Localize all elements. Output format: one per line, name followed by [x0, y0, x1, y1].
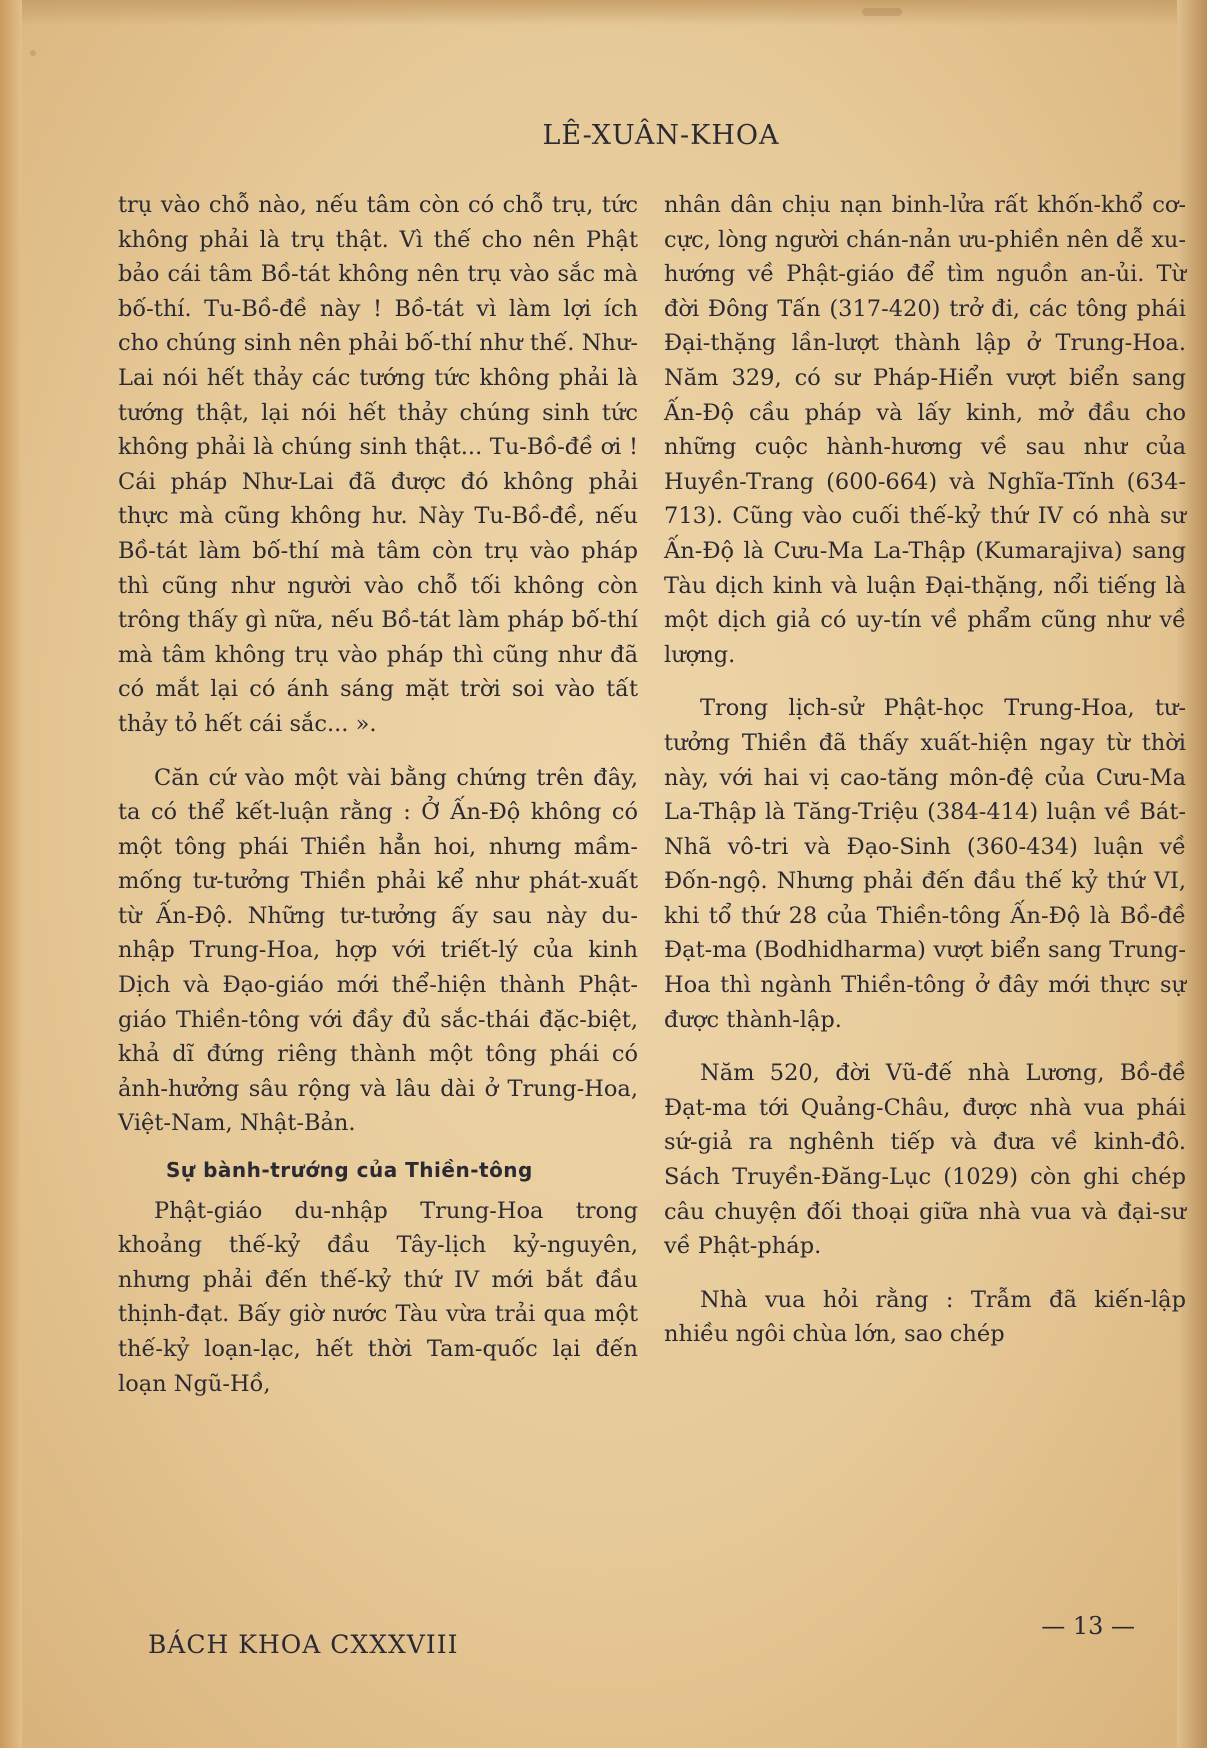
right-paragraph-2: Trong lịch-sử Phật-học Trung-Hoa, tư-tưởng Thiền đã thấy xuất-hiện ngay từ thời này, với hai vị cao-tăng môn-đệ của Cưu-Ma La-Thập là Tăng-Triệu (384-414) luận về Bát-Nhã vô-tri và Đạo-Sinh (360-434) luận về Đốn-ngộ. Nhưng phải đến đầu thế kỷ thứ VI, khi tổ thứ 28 của Thiền-tông Ấn-Độ là Bồ-đề Đạt-ma (Bodhidharma) vượt biển sang Trung-Hoa thì ngành Thiền-tông ở đây mới thực sự được thành-lập. — [664, 695, 1186, 1033]
left-paragraph-2: Căn cứ vào một vài bằng chứng trên đây, ta có thể kết-luận rằng : Ở Ấn-Độ không có một tông phái Thiền hẳn hoi, nhưng mầm-mống tư-tưởng Thiền phải kể như phát-xuất từ Ấn-Độ. Những tư-tưởng ấy sau này du-nhập Trung-Hoa, hợp với triết-lý của kinh Dịch và Đạo-giáo mới thể-hiện thành Phật-giáo Thiền-tông với đầy đủ sắc-thái đặc-biệt, khả dĩ đứng riêng thành một tông phái có ảnh-hưởng sâu rộng và lâu dài ở Trung-Hoa, Việt-Nam, Nhật-Bản. — [118, 764, 638, 1137]
stain-spot — [30, 50, 36, 56]
left-paragraph-3: Phật-giáo du-nhập Trung-Hoa trong khoảng thế-kỷ đầu Tây-lịch kỷ-nguyên, nhưng phải đến thế-kỷ thứ IV mới bắt đầu thịnh-đạt. Bấy giờ nước Tàu vừa trải qua một thế-kỷ loạn-lạc, hết thời Tam-quốc lại đến loạn Ngũ-Hồ, — [118, 1197, 638, 1397]
publication-footer: BÁCH KHOA CXXXVIII — [148, 1630, 459, 1659]
right-paragraph-1: nhân dân chịu nạn binh-lửa rất khốn-khổ cơ-cực, lòng người chán-nản ưu-phiền nên dễ xu-hướng về Phật-giáo để tìm nguồn an-ủi. Từ đời Đông Tấn (317-420) trở đi, các tông phái Đại-thặng lần-lượt thành lập ở Trung-Hoa. Năm 329, có sư Pháp-Hiển vượt biển sang Ấn-Độ cầu pháp và lấy kinh, mở đầu cho những cuộc hành-hương về sau như của Huyền-Trang (600-664) và Nghĩa-Tĩnh (634-713). Cũng vào cuối thế-kỷ thứ IV có nhà sư Ấn-Độ là Cưu-Ma La-Thập (Kumarajiva) sang Tàu dịch kinh và luận Đại-thặng, nổi tiếng là một dịch giả có uy-tín về phẩm cũng như về lượng. — [664, 192, 1187, 668]
left-column — [118, 188, 638, 1401]
stain-spot — [862, 8, 902, 16]
right-column — [664, 188, 1186, 1352]
page-header-author: LÊ-XUÂN-KHOA — [542, 120, 780, 151]
right-paragraph-4: Nhà vua hỏi rằng : Trẫm đã kiến-lập nhiều ngôi chùa lớn, sao chép — [664, 1286, 1186, 1348]
section-title: Sự bành-trướng của Thiền-tông — [166, 1158, 533, 1183]
page-edge-left — [0, 0, 22, 1748]
right-paragraph-3: Năm 520, đời Vũ-đế nhà Lương, Bồ-đề Đạt-ma tới Quảng-Châu, được nhà vua phái sứ-giả ra nghênh tiếp và đưa về kinh-đô. Sách Truyền-Đăng-Lục (1029) còn ghi chép câu chuyện đối thoại giữa nhà vua và đại-sư về Phật-pháp. — [664, 1060, 1186, 1260]
page-number: — 13 — — [1041, 1612, 1135, 1640]
page-edge-top — [0, 0, 1207, 26]
left-paragraph-1: trụ vào chỗ nào, nếu tâm còn có chỗ trụ, tức không phải là trụ thật. Vì thế cho nên Phật bảo cái tâm Bồ-tát không nên trụ vào sắc mà bố-thí. Tu-Bồ-đề này ! Bồ-tát vì làm lợi ích cho chúng sinh nên phải bố-thí như thế. Như-Lai nói hết thảy các tướng tức không phải là tướng thật, lại nói hết thảy chúng sinh tức không phải là chúng sinh thật... Tu-Bồ-đề ơi ! Cái pháp Như-Lai đã được đó không phải thực mà cũng không hư. Này Tu-Bồ-đề, nếu Bồ-tát làm bố-thí mà tâm còn trụ vào pháp thì cũng như người vào chỗ tối không còn trông thấy gì nữa, nếu Bồ-tát làm pháp bố-thí mà tâm không trụ vào pháp thì cũng như đã có mắt lại có ánh sáng mặt trời soi vào tất thảy tỏ hết cái sắc... ». — [118, 192, 638, 737]
